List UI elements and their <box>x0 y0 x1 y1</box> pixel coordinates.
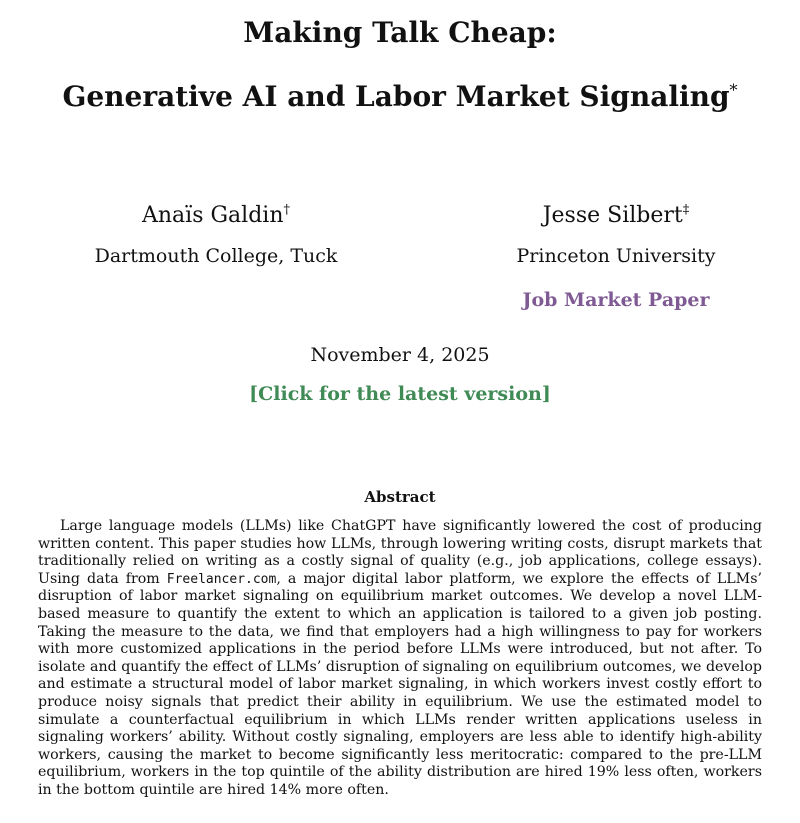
author-name: Anaïs Galdin† <box>141 202 290 228</box>
author-block-silbert <box>436 198 796 322</box>
abstract-text: Large language models (LLMs) like ChatGPT have significantly lowered the cost of producing written content. This paper studies how LLMs, through lowering writing costs, disrupt markets that traditionally relied on writing as a costly signal of quality (e.g., job applications, college essays). Using data from Freelancer.com, a major digital labor platform, we explore the effects of LLMs’ disruption of labor market signaling on equilibrium market outcomes. We develop a novel LLM-based measure to quantify the extent to which an application is tailored to a given job posting. Taking the measure to the data, we find that employers had a high willingness to pay for workers with more customized applications in the period before LLMs were introduced, but not after. To isolate and quantify the effect of LLMs’ disruption of signaling on equilibrium outcomes, we develop and estimate a structural model of labor market signaling, in which workers invest costly effort to produce noisy signals that predict their ability in equilibrium. We use the estimated model to simulate a counterfactual equilibrium in which LLMs render written applications useless in signaling workers’ ability. Without costly signaling, employers are less able to identify high-ability workers, causing the market to become significantly less meritocratic: compared to the pre-LLM equilibrium, workers in the top quintile of the ability distribution are hired 19% less often, workers in the bottom quintile are hired 14% more often. <box>38 518 762 798</box>
abstract-heading: Abstract <box>364 488 436 506</box>
author-block-galdin <box>36 198 396 278</box>
paper-date: November 4, 2025 <box>310 344 490 366</box>
author-footnote-mark: † <box>283 202 290 218</box>
author-affiliation: Princeton University <box>516 245 716 267</box>
latest-version-link[interactable]: [Click for the latest version] <box>249 383 551 405</box>
author-footnote-mark: ‡ <box>682 202 690 218</box>
job-market-paper-note: Job Market Paper <box>522 289 710 311</box>
platform-name: Freelancer.com <box>166 571 277 587</box>
author-affiliation: Dartmouth College, Tuck <box>94 245 338 267</box>
title-line-1: Making Talk Cheap: <box>243 16 557 49</box>
title-line-2: Generative AI and Labor Market Signaling* <box>62 80 738 113</box>
author-name: Jesse Silbert‡ <box>542 202 690 228</box>
title-footnote-mark: * <box>729 80 738 100</box>
